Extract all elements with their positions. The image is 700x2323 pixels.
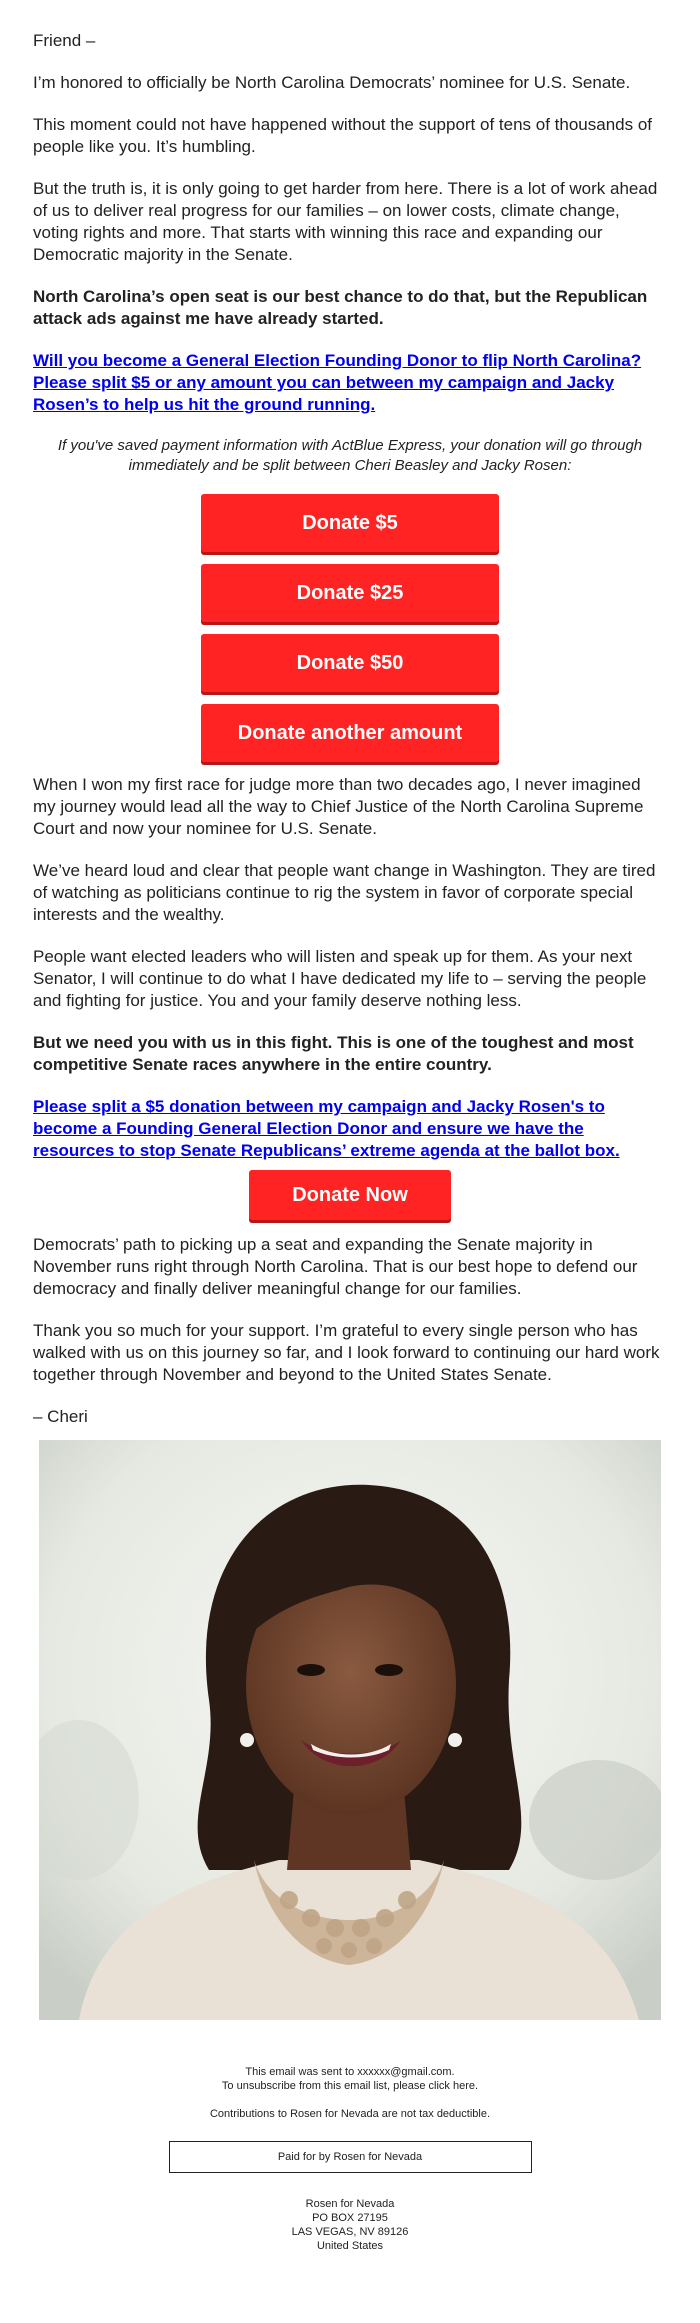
bold-paragraph: North Carolina’s open seat is our best chance to do that, but the Republican attack ads against me have already started. bbox=[33, 287, 648, 328]
bold-paragraph: But we need you with us in this fight. This is one of the toughest and most competitive Senate races anywhere in the entire country. bbox=[33, 1033, 634, 1074]
tax-note: Contributions to Rosen for Nevada are not tax deductible. bbox=[209, 2108, 491, 2120]
candidate-photo bbox=[39, 1440, 661, 2020]
paragraph: But the truth is, it is only going to get harder from here. There is a lot of work ahead of us to deliver real progress for our families – on lower costs, climate change, voting rights and more. That starts with winning this race and expanding our Democratic majority in the Senate. bbox=[33, 179, 658, 264]
footer bbox=[33, 2065, 667, 2253]
paragraph: We’ve heard loud and clear that people want change in Washington. They are tired of watching as politicians continue to rig the system in favor of corporate special interests and the wealthy. bbox=[33, 861, 656, 924]
address-line: United States bbox=[316, 2240, 384, 2252]
paragraph: When I won my first race for judge more than two decades ago, I never imagined my journey would lead all the way to Chief Justice of the North Carolina Supreme Court and now your nominee for U.S. Senate. bbox=[33, 775, 644, 838]
address-line: PO BOX 27195 bbox=[312, 2212, 388, 2224]
donate-5-button[interactable]: Donate $5 bbox=[201, 494, 499, 552]
mailing-address bbox=[33, 2197, 667, 2253]
founding-donor-link[interactable]: Will you become a General Election Founding Donor to flip North Carolina? Please split $5 or any amount you can between my campaign and Jacky Rosen’s to help us hit the ground running. bbox=[33, 351, 642, 414]
donate-50-button[interactable]: Donate $50 bbox=[201, 634, 499, 692]
actblue-express-note: If you've saved payment information with ActBlue Express, your donation will go through immediately and be split between Cheri Beasley and Jacky Rosen: bbox=[57, 437, 643, 474]
address-line: LAS VEGAS, NV 89126 bbox=[291, 2226, 409, 2238]
paid-for-box bbox=[169, 2141, 532, 2173]
unsubscribe-link[interactable]: To unsubscribe from this email list, please click here. bbox=[221, 2080, 479, 2092]
paragraph: This moment could not have happened without the support of tens of thousands of people like you. It’s humbling. bbox=[33, 115, 653, 156]
paragraph: Democrats’ path to picking up a seat and expanding the Senate majority in November runs right through North Carolina. That is our best hope to defend our democracy and finally deliver meaningful change for our families. bbox=[33, 1235, 638, 1298]
donate-now-button[interactable]: Donate Now bbox=[249, 1170, 451, 1220]
paragraph: Thank you so much for your support. I’m grateful to every single person who has walked with us on this journey so far, and I look forward to continuing our hard work together through November and beyond to the United States Senate. bbox=[33, 1321, 660, 1384]
signoff: – Cheri bbox=[33, 1407, 88, 1426]
greeting: Friend – bbox=[33, 31, 96, 50]
donate-another-amount-button[interactable]: Donate another amount bbox=[201, 704, 499, 762]
address-line: Rosen for Nevada bbox=[305, 2198, 395, 2210]
email-body bbox=[33, 0, 667, 2253]
paragraph: I’m honored to officially be North Carolina Democrats’ nominee for U.S. Senate. bbox=[33, 73, 631, 92]
paragraph: People want elected leaders who will listen and speak up for them. As your next Senator, I will continue to do what I have dedicated my life to – serving the people and fighting for justice. You and your family deserve nothing less. bbox=[33, 947, 647, 1010]
split-donation-link[interactable]: Please split a $5 donation between my campaign and Jacky Rosen's to become a Founding General Election Donor and ensure we have the resources to stop Senate Republicans’ extreme agenda at the ballot box. bbox=[33, 1097, 620, 1160]
donate-25-button[interactable]: Donate $25 bbox=[201, 564, 499, 622]
paid-for-text: Paid for by Rosen for Nevada bbox=[277, 2151, 423, 2163]
sent-to-notice: This email was sent to xxxxxx@gmail.com. bbox=[245, 2066, 455, 2078]
